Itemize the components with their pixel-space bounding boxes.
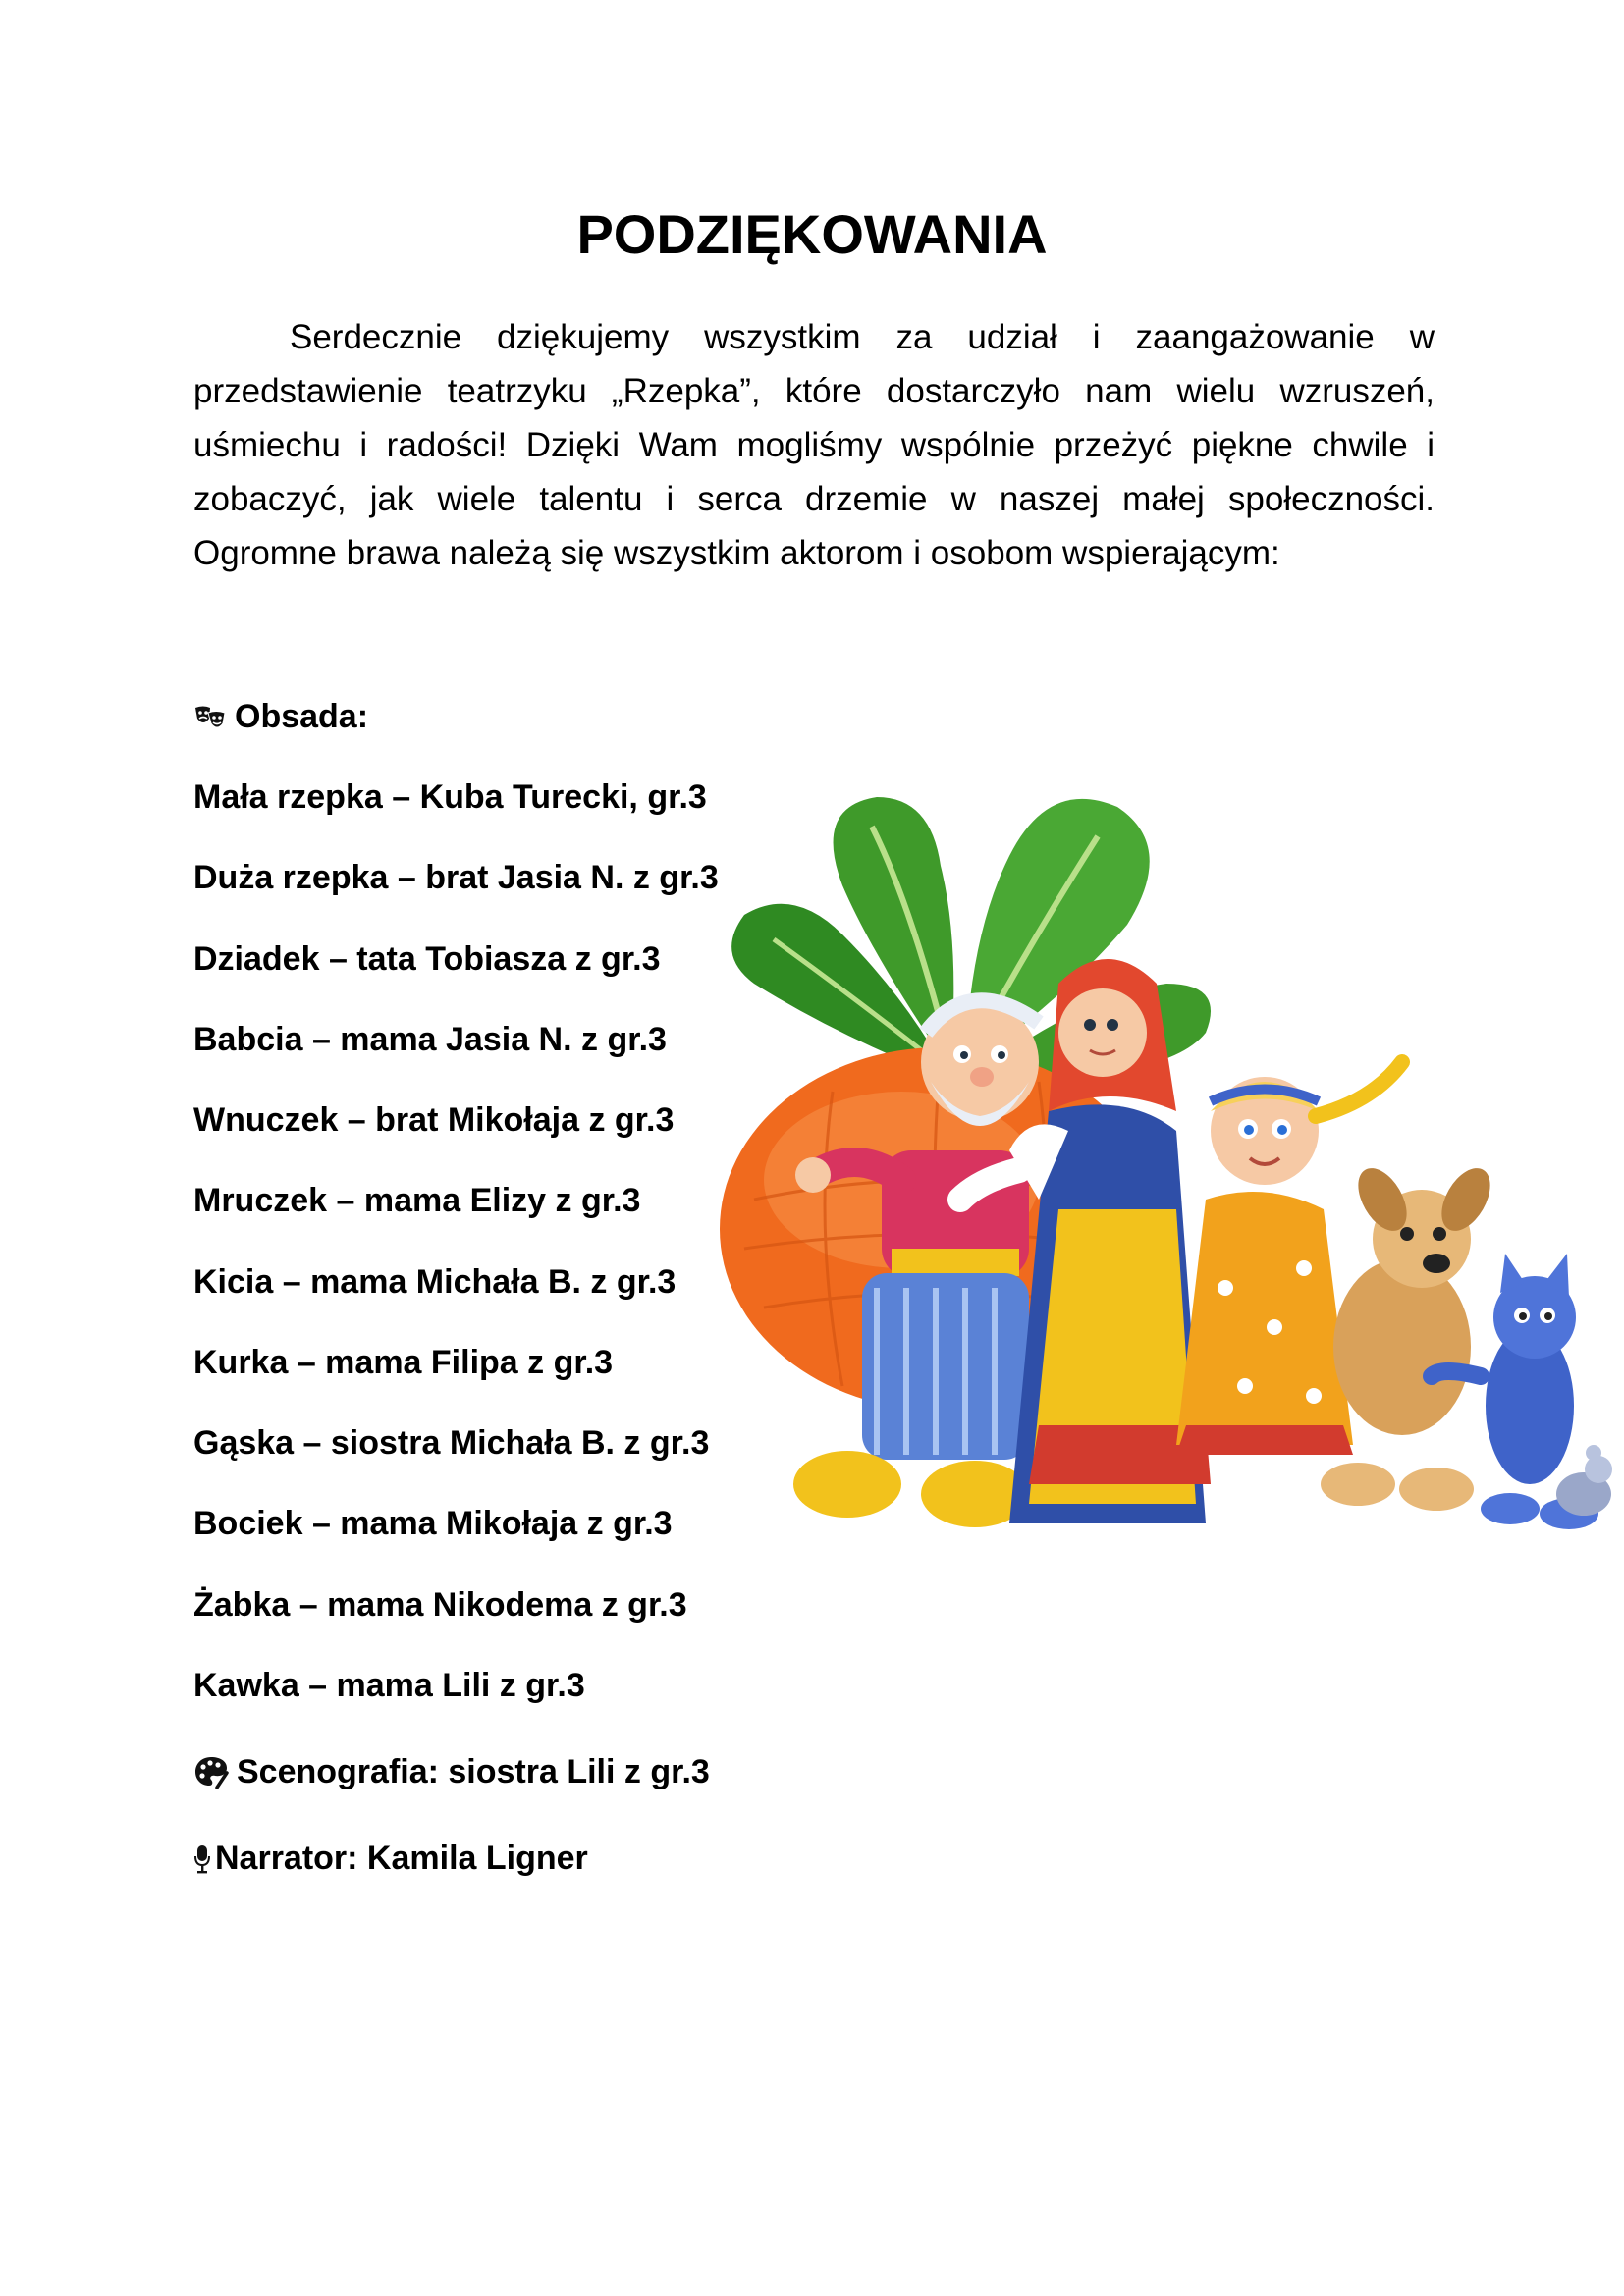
dog-figure — [1321, 1160, 1500, 1511]
microphone-icon — [193, 1841, 211, 1888]
cast-role-item: Wnuczek – brat Mikołaja z gr.3 — [193, 1101, 675, 1139]
mouse-figure — [1556, 1445, 1612, 1516]
cast-heading — [193, 693, 368, 746]
theater-masks-icon — [193, 699, 227, 746]
scenography-item — [193, 1748, 710, 1801]
cast-heading-label: Obsada: — [235, 698, 369, 735]
scenography-label: Scenografia: siostra Lili z gr.3 — [237, 1753, 710, 1790]
cast-role-item: Dziadek – tata Tobiasza z gr.3 — [193, 940, 661, 978]
cast-role-item: Babcia – mama Jasia N. z gr.3 — [193, 1021, 667, 1058]
intro-paragraph: Serdecznie dziękujemy wszystkim za udział i zaangażowanie w przedstawienie teatrzyku „Rzepka”, które dostarczyło nam wielu wzruszeń, uśmiechu i radości! Dzięki Wam mogliśmy wspólnie przeżyć piękne chwile i zobaczyć, jak wiele talentu i serca drzemie w naszej małej społeczności. Ogromne brawa należą się wszystkim aktorom i osobom wspierającym: — [193, 318, 1435, 572]
cast-role-item: Żabka – mama Nikodema z gr.3 — [193, 1586, 687, 1624]
cast-role-item: Kurka – mama Filipa z gr.3 — [193, 1344, 614, 1381]
cast-role-item: Duża rzepka – brat Jasia N. z gr.3 — [193, 859, 719, 896]
narrator-label: Narrator: Kamila Ligner — [215, 1840, 588, 1877]
page-title: PODZIĘKOWANIA — [576, 203, 1048, 265]
cast-role-item: Kicia – mama Michała B. z gr.3 — [193, 1263, 677, 1301]
cast-role-item: Gąska – siostra Michała B. z gr.3 — [193, 1424, 710, 1462]
turnip-story-illustration — [715, 738, 1620, 1573]
cast-role-item: Mała rzepka – Kuba Turecki, gr.3 — [193, 778, 707, 816]
narrator-item — [193, 1835, 588, 1888]
palette-icon — [193, 1754, 229, 1801]
cast-role-item: Kawka – mama Lili z gr.3 — [193, 1667, 585, 1704]
cast-role-item: Mruczek – mama Elizy z gr.3 — [193, 1182, 641, 1219]
cast-role-item: Bociek – mama Mikołaja z gr.3 — [193, 1505, 673, 1542]
